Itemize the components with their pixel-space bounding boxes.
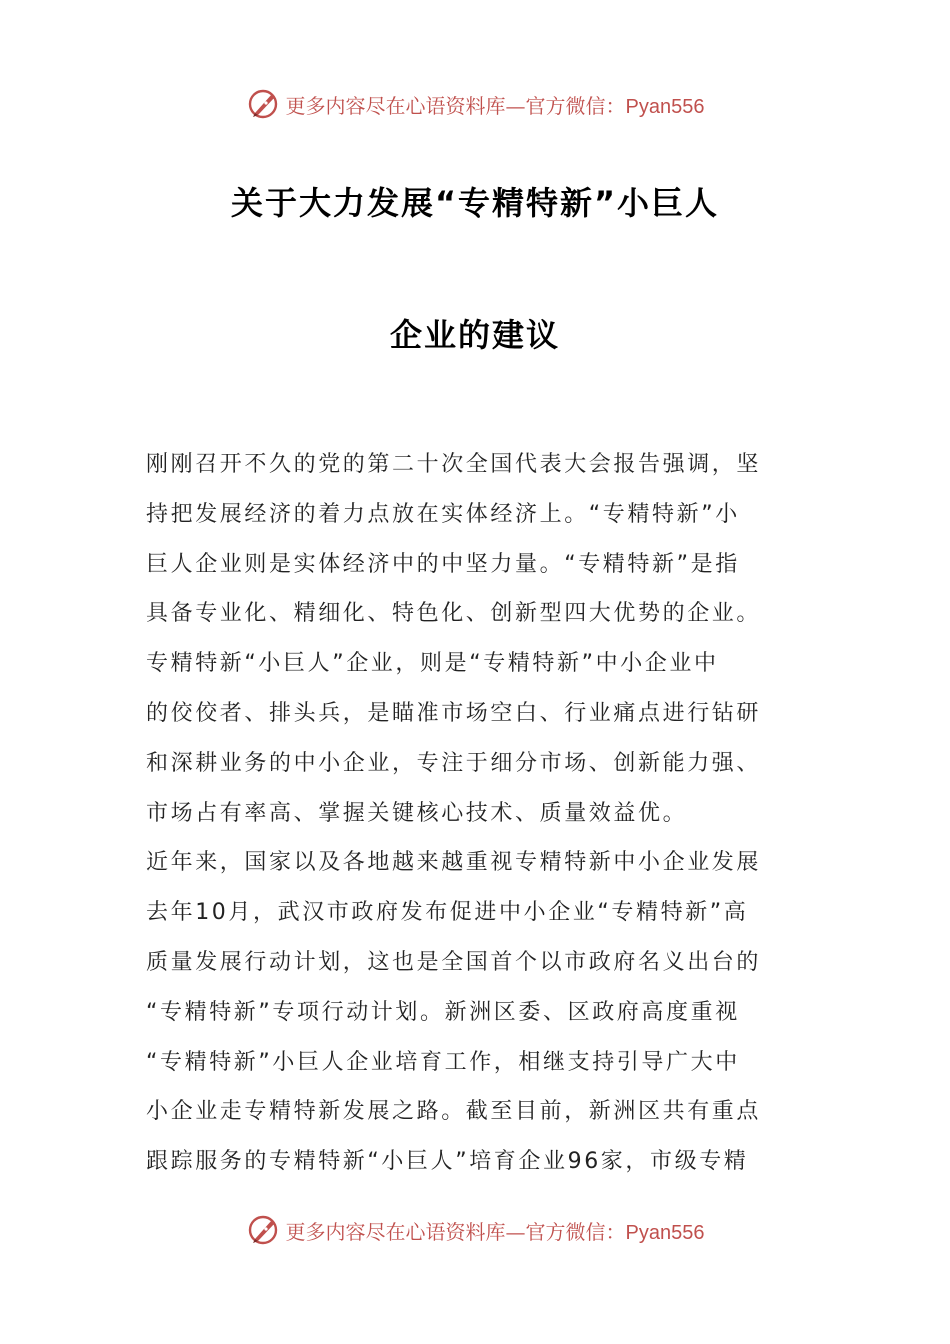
body-line: 的佼佼者、排头兵，是瞄准市场空白、行业痛点进行钻研: [146, 700, 762, 726]
body-line: 巨人企业则是实体经济中的中坚力量。“专精特新”是指: [146, 551, 740, 577]
body-line: 去年10月，武汉市政府发布促进中小企业“专精特新”高: [146, 900, 749, 926]
banner-suffix: 官方微信：: [525, 93, 626, 118]
body-line: “专精特新”小巨人企业培育工作，相继支持引导广大中: [146, 1049, 740, 1075]
document-title-line-2: 企业的建议: [389, 316, 560, 354]
body-line: 刚刚召开不久的党的第二十次全国代表大会报告强调，坚: [146, 452, 762, 477]
body-line: 和深耕业务的中小企业，专注于细分市场、创新能力强、: [146, 750, 762, 776]
banner-main-text: 更多内容尽在心语资料库: [285, 1219, 506, 1244]
body-line: 市场占有率高、掌握关键核心技术、质量效益优。: [146, 800, 688, 826]
pen-circle-icon: [246, 1212, 282, 1248]
body-line: 专精特新“小巨人”企业，则是“专精特新”中小企业中: [146, 651, 719, 677]
document-body: [146, 440, 808, 1187]
banner-dash: —: [505, 93, 526, 118]
pen-circle-icon: [246, 86, 282, 122]
body-line: 小企业走专精特新发展之路。截至目前，新洲区共有重点: [146, 1099, 762, 1125]
banner-text: [286, 1216, 705, 1245]
banner-text: [286, 90, 705, 119]
banner-handle: Pyan556: [625, 95, 705, 118]
footer-banner: [0, 1210, 950, 1250]
banner-dash: —: [505, 1219, 526, 1244]
banner-handle: Pyan556: [625, 1221, 705, 1244]
banner-main-text: 更多内容尽在心语资料库: [285, 93, 506, 118]
body-line: 跟踪服务的专精特新“小巨人”培育企业96家，市级专精: [146, 1149, 749, 1175]
document-title-line-1: 关于大力发展“专精特新”小巨人: [230, 184, 720, 222]
banner-suffix: 官方微信：: [525, 1219, 626, 1244]
body-line: 近年来，国家以及各地越来越重视专精特新中小企业发展: [146, 850, 762, 876]
body-line: 持把发展经济的着力点放在实体经济上。“专精特新”小: [146, 501, 740, 527]
body-line: “专精特新”专项行动计划。新洲区委、区政府高度重视: [146, 999, 740, 1025]
header-banner: [0, 84, 950, 124]
body-line: 具备专业化、精细化、特色化、创新型四大优势的企业。: [146, 601, 762, 627]
body-line: 质量发展行动计划，这也是全国首个以市政府名义出台的: [146, 949, 762, 975]
